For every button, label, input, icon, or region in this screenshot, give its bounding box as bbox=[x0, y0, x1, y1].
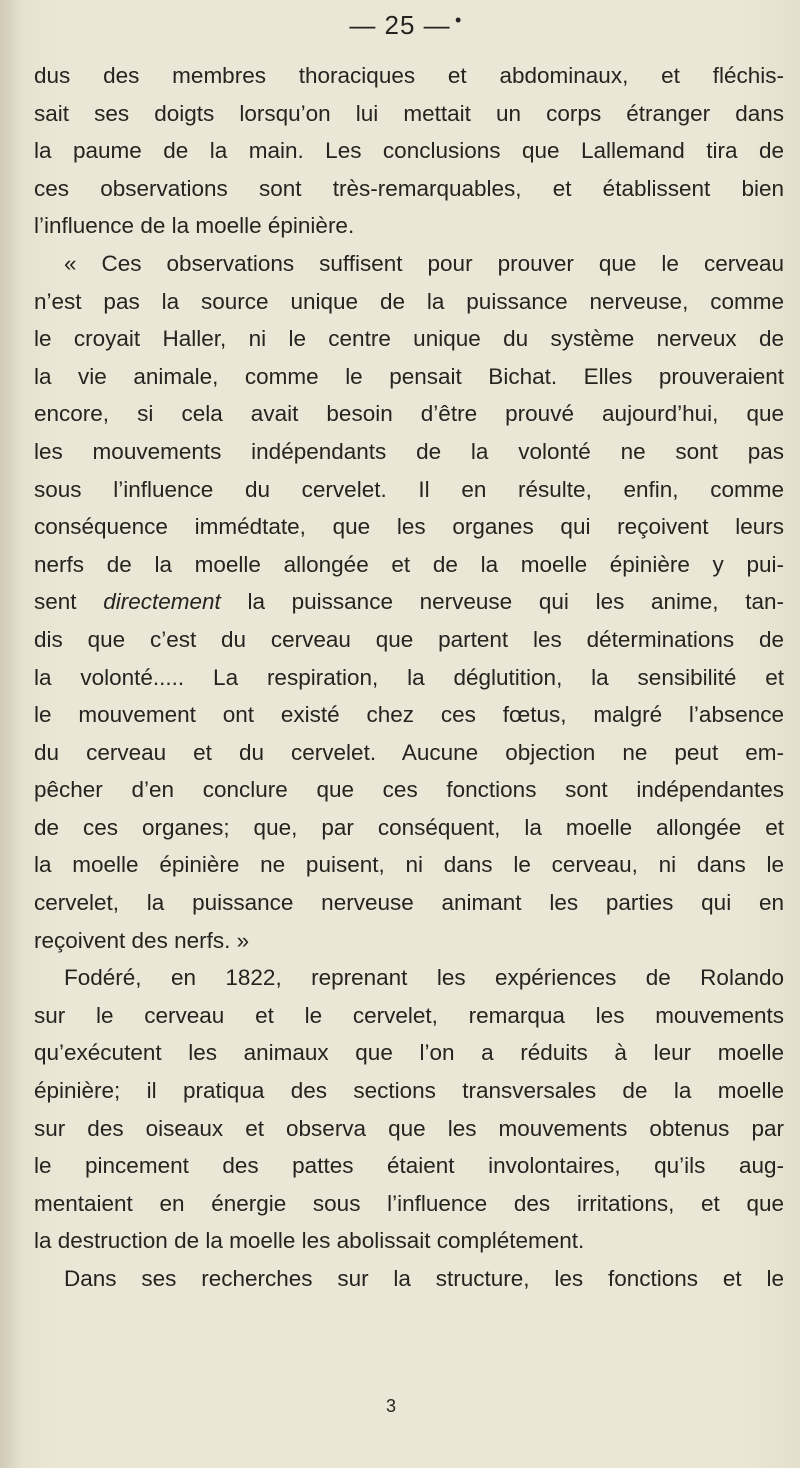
text-line: conséquence immédtate, que les organes qui reçoivent leurs bbox=[34, 514, 784, 540]
text-line: de ces organes; que, par conséquent, la moelle allongée et bbox=[34, 814, 784, 840]
text-line: ces observations sont très-remarquables, et établissent bien bbox=[34, 175, 784, 201]
text-line: nerfs de la moelle allongée et de la moelle épinière y pui- bbox=[34, 551, 784, 577]
text-line: la vie animale, comme le pensait Bichat. Elles prouveraient bbox=[34, 363, 784, 389]
text-line: dis que c’est du cerveau que partent les déterminations de bbox=[34, 626, 784, 652]
text-line: le pincement des pattes étaient involontaires, qu’ils aug- bbox=[34, 1153, 784, 1179]
text-line: sait ses doigts lorsqu’on lui mettait un corps étranger dans bbox=[34, 100, 784, 126]
text-line: encore, si cela avait besoin d’être prouvé aujourd’hui, que bbox=[34, 401, 784, 427]
text-line: la paume de la main. Les conclusions que Lallemand tira de bbox=[34, 138, 784, 164]
text-line: la destruction de la moelle les abolissait complétement. bbox=[34, 1228, 585, 1254]
page-mark: • bbox=[455, 10, 463, 30]
text-line: épinière; il pratiqua des sections transversales de la moelle bbox=[34, 1078, 784, 1104]
text-line: Fodéré, en 1822, reprenant les expériences de Rolando bbox=[64, 965, 784, 991]
text-line: pêcher d’en conclure que ces fonctions sont indépendantes bbox=[34, 777, 784, 803]
text-line: reçoivent des nerfs. » bbox=[34, 927, 250, 953]
text-line: mentaient en énergie sous l’influence des irritations, et que bbox=[34, 1190, 784, 1216]
text-line: sent directement la puissance nerveuse qui les anime, tan- bbox=[34, 589, 784, 615]
text-line: n’est pas la source unique de la puissance nerveuse, comme bbox=[34, 288, 784, 314]
text-line: dus des membres thoraciques et abdominaux, et fléchis- bbox=[34, 63, 784, 88]
text-line: du cerveau et du cervelet. Aucune objection ne peut em- bbox=[34, 739, 784, 765]
text-line: Dans ses recherches sur la structure, les fonctions et le bbox=[64, 1266, 784, 1291]
text-line: la volonté..... La respiration, la déglutition, la sensibilité et bbox=[34, 664, 784, 690]
text-line: le croyait Haller, ni le centre unique du système nerveux de bbox=[34, 326, 784, 352]
text-line: sous l’influence du cervelet. Il en résulte, enfin, comme bbox=[34, 476, 784, 502]
text-line: qu’exécutent les animaux que l’on a réduits à leur moelle bbox=[34, 1040, 784, 1066]
text-line: les mouvements indépendants de la volonté ne sont pas bbox=[34, 438, 784, 464]
text-line: le mouvement ont existé chez ces fœtus, malgré l’absence bbox=[34, 702, 784, 728]
text-line: cervelet, la puissance nerveuse animant les parties qui en bbox=[34, 890, 784, 916]
text-line: la moelle épinière ne puisent, ni dans le cerveau, ni dans le bbox=[34, 852, 784, 878]
text-line: « Ces observations suffisent pour prouver que le cerveau bbox=[64, 250, 784, 276]
body-text bbox=[34, 57, 784, 1298]
page-number-text: — 25 — bbox=[349, 10, 451, 40]
italic-word: directement bbox=[103, 589, 221, 615]
text-line: l’influence de la moelle épinière. bbox=[34, 213, 355, 239]
page-number bbox=[0, 10, 800, 41]
signature-mark: 3 bbox=[386, 1396, 397, 1416]
text-line: sur des oiseaux et observa que les mouvements obtenus par bbox=[34, 1115, 784, 1141]
text-line: sur le cerveau et le cervelet, remarqua les mouvements bbox=[34, 1002, 784, 1028]
